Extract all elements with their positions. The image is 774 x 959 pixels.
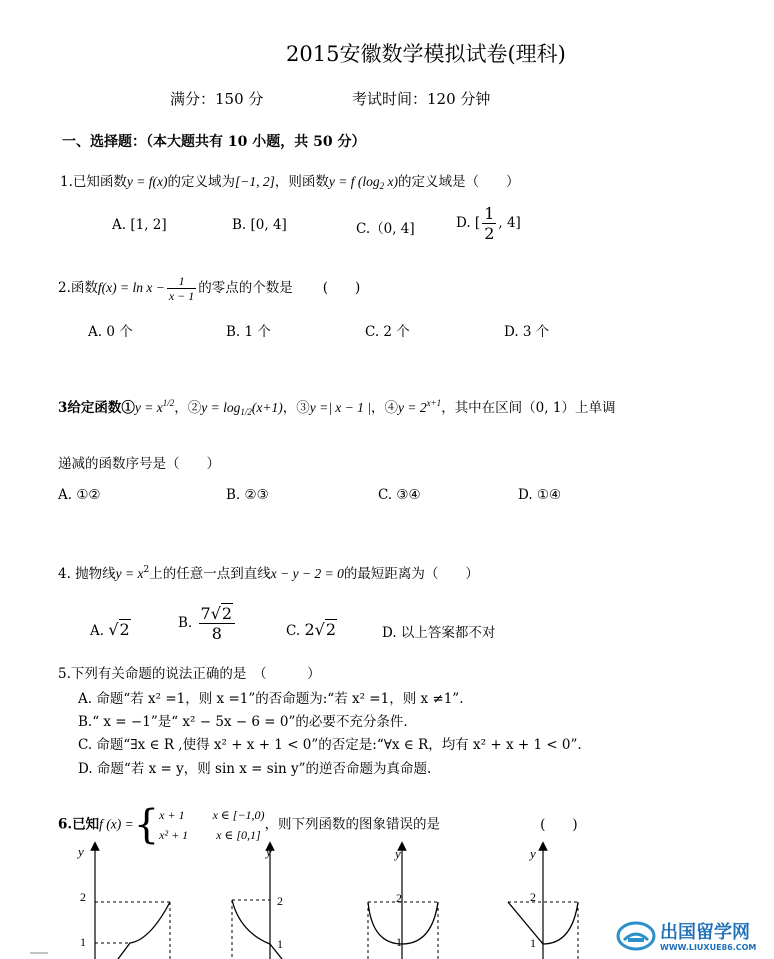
- q5-option-d[interactable]: D. 命题“若 x = y，则 sin x = sin y”的逆否命题为真命题.: [78, 761, 432, 777]
- exam-time: 考试时间：120 分钟: [352, 90, 491, 108]
- q1-option-d[interactable]: D. [ $\frac{1}{2}$ , 4]: [456, 204, 521, 243]
- watermark-url: WWW.LIUXUE86.COM: [660, 943, 757, 952]
- q2-option-a[interactable]: A. 0 个: [88, 324, 133, 340]
- q3-option-b[interactable]: B. ②③: [226, 487, 269, 503]
- q6-graph-b-tick-2: 2: [277, 894, 283, 908]
- q6-graph-d-y-label: y: [530, 846, 536, 861]
- q1-option-b[interactable]: B. [0, 4]: [232, 217, 287, 233]
- watermark-logo: [614, 914, 774, 959]
- q6-graph-c-tick-1: 1: [396, 935, 402, 949]
- q6-graph-a-tick-2: 2: [80, 890, 86, 904]
- q4-option-b[interactable]: B. $\frac{7√2}{8}$: [178, 604, 237, 643]
- q6-graph-c-y-label: y: [395, 846, 401, 861]
- q6-graph-d-tick-1: 1: [530, 936, 536, 950]
- q5-option-a[interactable]: A. 命题“若 x² =1，则 x =1”的否命题为:“若 x² =1，则 x ≠1”.: [78, 691, 464, 707]
- question-2-stem: 2.函数f(x) = ln x − $\frac{1}{x - 1}$ 的零点的个数是 ( ): [58, 274, 361, 303]
- q2-option-d[interactable]: D. 3 个: [504, 324, 550, 340]
- q6-graph-a[interactable]: [76, 844, 170, 959]
- exam-score: 满分：150 分: [170, 90, 264, 108]
- q6-graph-c[interactable]: [368, 846, 438, 959]
- q4-option-c[interactable]: C. 2√2: [286, 620, 337, 639]
- page-title: 2015安徽数学模拟试卷(理科): [286, 42, 566, 66]
- q3-option-d[interactable]: D. ①④: [518, 487, 562, 503]
- q5-option-b[interactable]: B.“ x = −1”是“ x² − 5x − 6 = 0”的必要不充分条件.: [78, 714, 408, 730]
- q1-option-c[interactable]: C.（0, 4]: [356, 221, 415, 237]
- question-6-stem: 6.已知f (x) ={x + 1 x ∈ [−1,0) x² + 1 x ∈ [0,1]，则下列函数的图象错误的是 ( ): [58, 802, 578, 848]
- q6-graph-c-tick-2: 2: [396, 891, 402, 905]
- question-3-stem-line2: 递减的函数序号是（ ）: [58, 456, 220, 472]
- q4-option-d[interactable]: D. 以上答案都不对: [382, 625, 496, 641]
- q2-option-b[interactable]: B. 1 个: [226, 324, 271, 340]
- question-4-stem: 4. 抛物线$y = x^2$上的任意一点到直线x − y − 2 = 0的最短距离为（ ）: [58, 565, 479, 582]
- section-heading: 一、选择题：（本大题共有 10 小题，共 50 分）: [62, 134, 366, 150]
- q6-graph-b[interactable]: [232, 844, 283, 959]
- q4-option-a[interactable]: A. √2: [90, 620, 130, 639]
- watermark-name: 出国留学网: [660, 922, 750, 943]
- q3-option-a[interactable]: A. ①②: [58, 487, 101, 503]
- question-1-stem: 1.已知函数y = f(x)的定义域为[−1, 2]，则函数y = f ($\log_2$ x)的定义域是（ ）: [60, 174, 520, 191]
- question-3-stem: 3给定函数①y = $x^{1/2}$，②y = $\log_{1/2}(x+1)$，③y =| x − 1 |，④y = $2^{x+1}$，其中在区间（0, 1）上单调: [58, 398, 616, 417]
- q1-option-a[interactable]: A. [1, 2]: [112, 217, 167, 233]
- q2-option-c[interactable]: C. 2 个: [365, 324, 410, 340]
- q6-graph-d[interactable]: [508, 846, 578, 959]
- q3-option-c[interactable]: C. ③④: [378, 487, 421, 503]
- q6-graph-a-y-label: y: [78, 844, 84, 859]
- q6-graph-a-tick-1: 1: [80, 935, 86, 949]
- question-5-stem: 5.下列有关命题的说法正确的是 （ ）: [58, 666, 321, 682]
- q5-option-c[interactable]: C. 命题“∃x ∈ R ,使得 x² + x + 1 < 0”的否定是:“∀x ∈ R，均有 x² + x + 1 < 0”.: [78, 737, 582, 753]
- q6-graph-d-tick-2: 2: [530, 890, 536, 904]
- q6-graph-b-tick-1: 1: [277, 937, 283, 951]
- q6-graph-b-y-label: y: [266, 844, 272, 859]
